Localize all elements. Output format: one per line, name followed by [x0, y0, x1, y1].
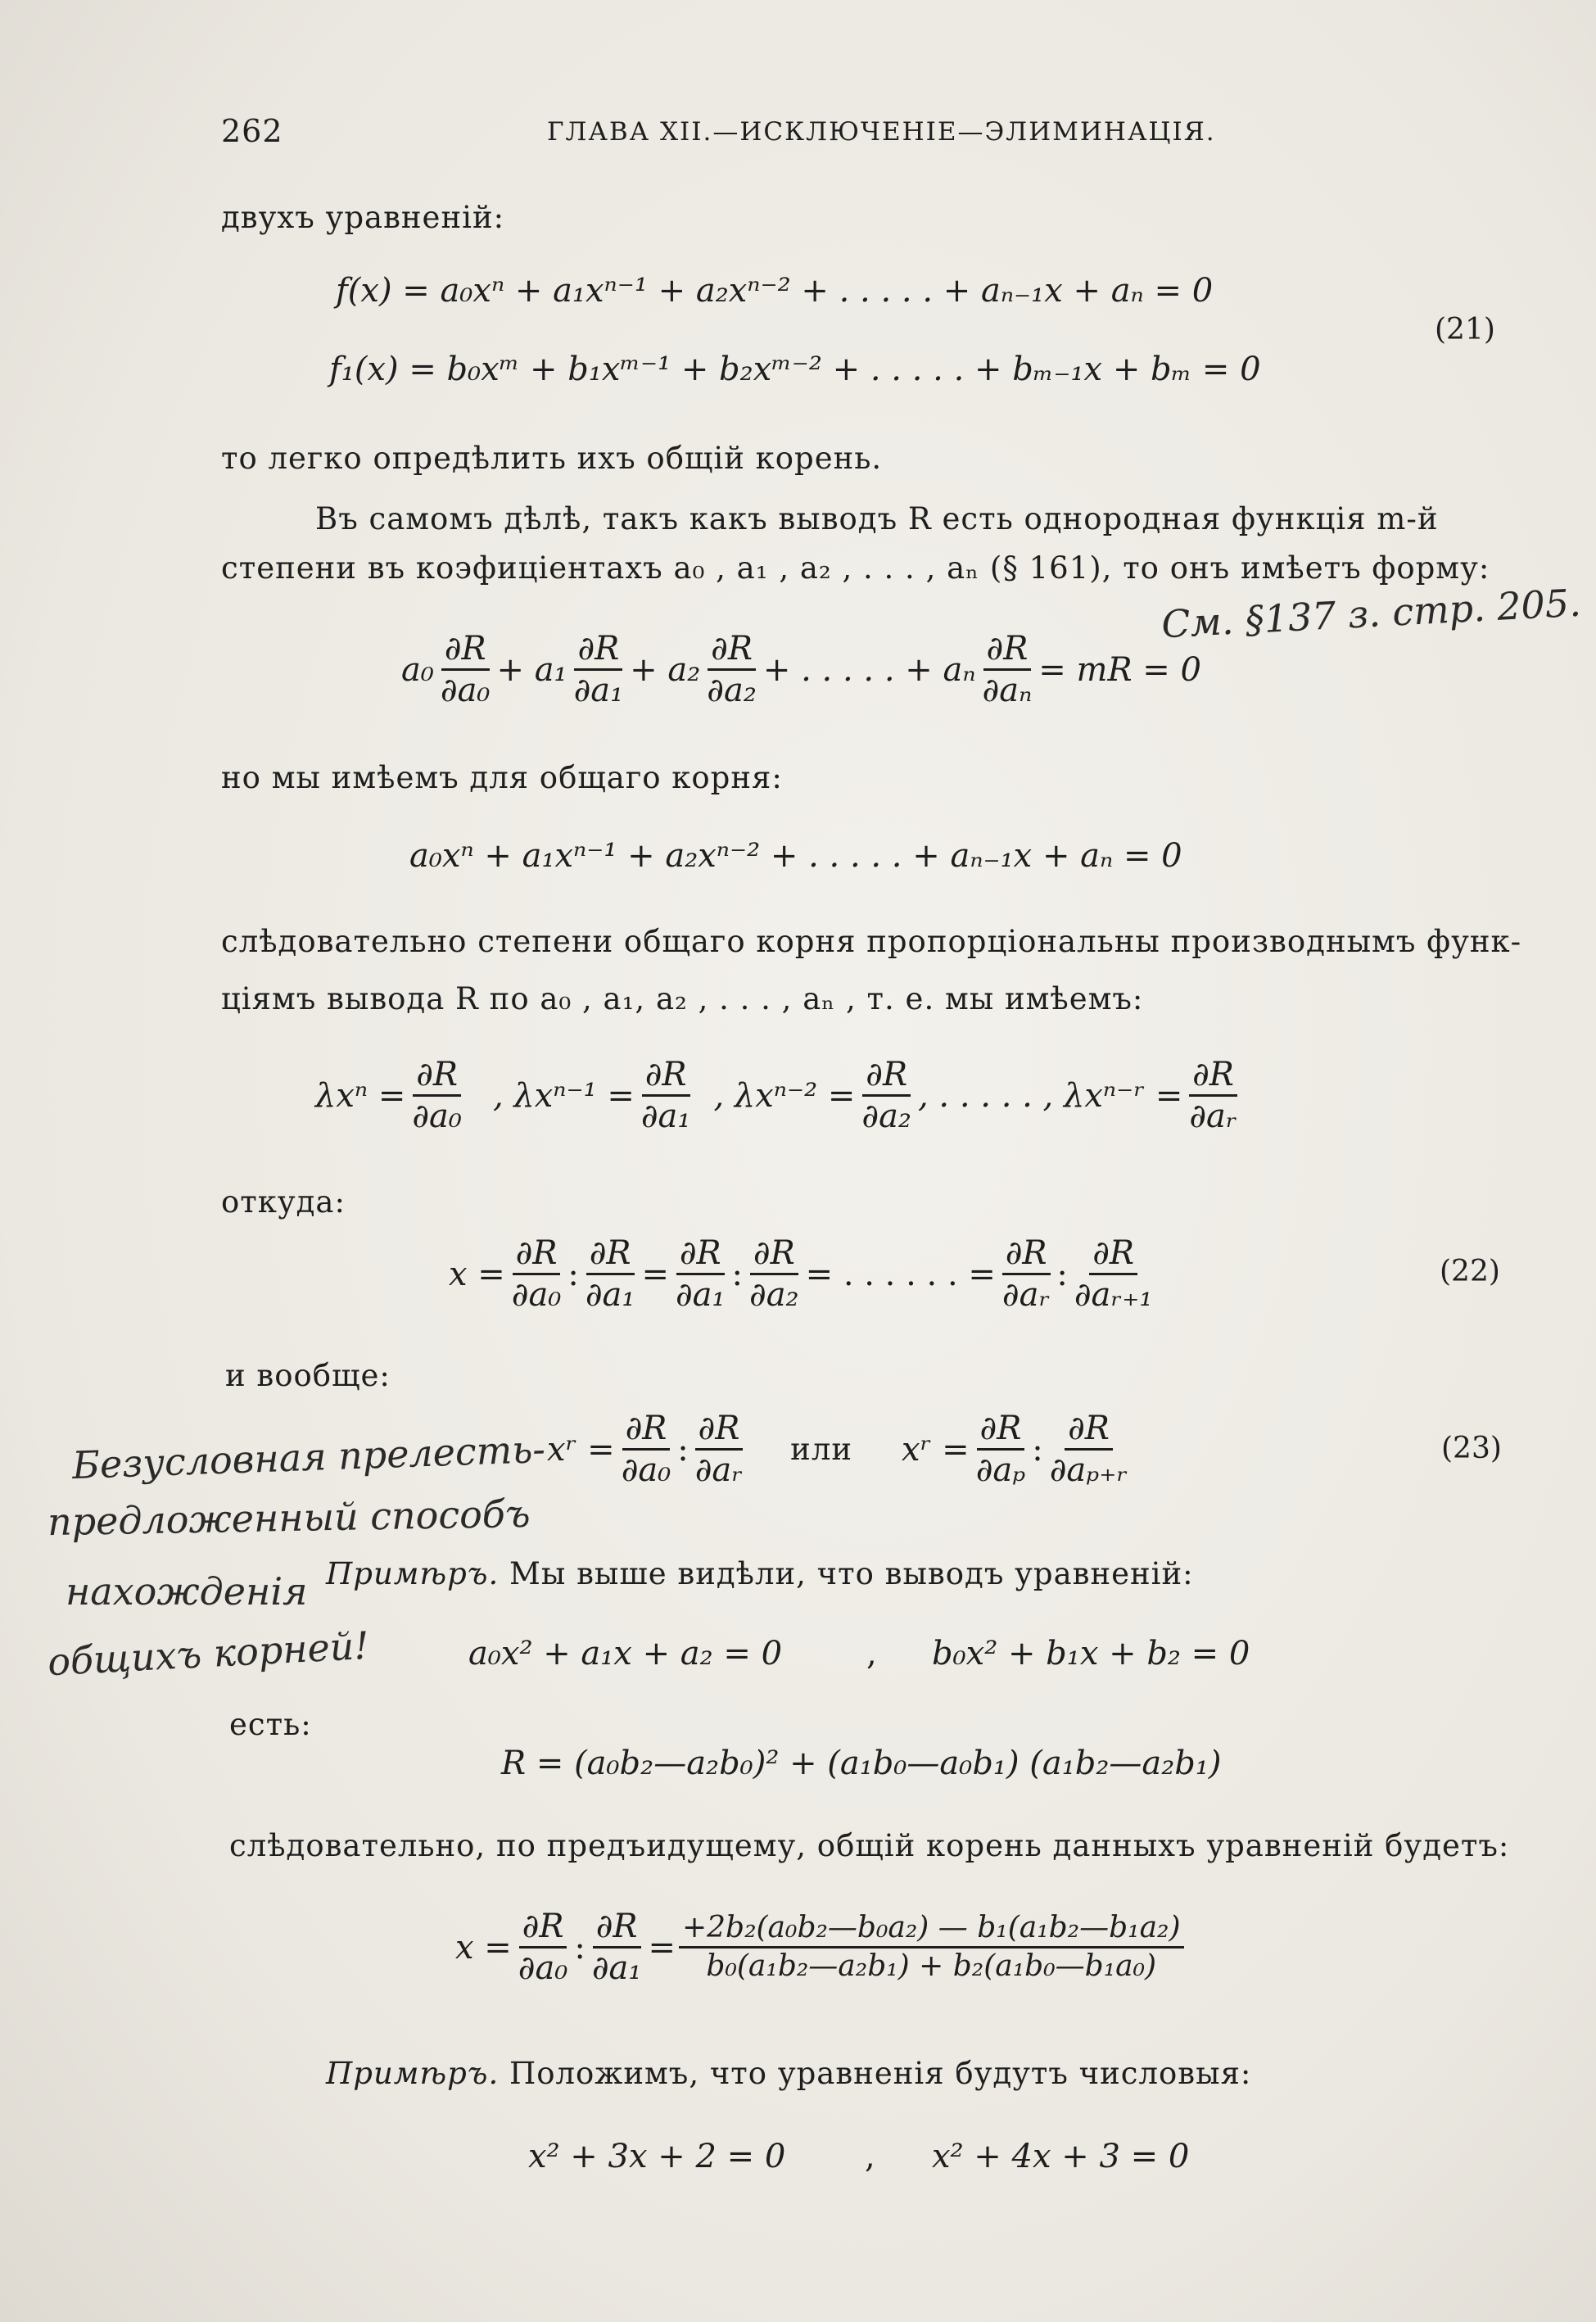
- fraction-denominator: ∂aᵣ: [1001, 1276, 1051, 1314]
- fraction-denominator: ∂a₀: [621, 1451, 671, 1489]
- paragraph-whence: откуда:: [221, 1184, 346, 1220]
- fraction-denominator: ∂aᵣ: [694, 1451, 744, 1489]
- example2-label: Примѣръ.: [326, 2056, 500, 2091]
- euler-coeff-1: + a₁: [496, 650, 567, 689]
- euler-coeff-2: + a₂: [630, 650, 701, 689]
- fraction-denominator: ∂a₂: [749, 1276, 799, 1314]
- paragraph-for-common-root: но мы имѣемъ для общаго корня:: [221, 760, 783, 795]
- fraction-dR-da1: [638, 1057, 694, 1134]
- handwritten-reference-note: См. §137 з. стр. 205.: [1160, 580, 1582, 647]
- paragraph-is: есть:: [229, 1707, 312, 1742]
- fraction-dR-da1: [582, 1235, 639, 1313]
- fraction-denominator: ∂a₀: [412, 1098, 462, 1135]
- euler-coeff-0: a₀: [401, 650, 434, 689]
- fraction-denominator: ∂a₀: [518, 1949, 568, 1987]
- fraction-denominator: ∂a₂: [707, 672, 757, 709]
- fraction-dR-da2: [746, 1235, 803, 1313]
- equation-number-22: (22): [1440, 1255, 1500, 1288]
- fraction-dR-dar: [999, 1235, 1053, 1313]
- fraction-numerator: ∂R: [750, 1235, 798, 1275]
- fraction-dR-dar: [1186, 1057, 1240, 1134]
- eq23-or: или: [790, 1432, 852, 1467]
- example2-separator: ,: [865, 2138, 875, 2175]
- root-numerator: +2b₂(a₀b₂—b₀a₂) — b₁(a₁b₂—b₁a₂): [679, 1912, 1184, 1949]
- fraction-numerator: ∂R: [1189, 1057, 1237, 1097]
- equation-lambda: [315, 1057, 1244, 1134]
- euler-coeff-n: + . . . . . + aₙ: [762, 650, 976, 689]
- fraction-dR-da0: [409, 1057, 465, 1134]
- fraction-denominator: ∂aₚ₊ᵣ: [1049, 1451, 1128, 1489]
- example1-line: [326, 1556, 1194, 1591]
- fraction-denominator: ∂aₚ: [975, 1451, 1026, 1489]
- fraction-numerator: ∂R: [983, 631, 1032, 671]
- euler-tail: = mR = 0: [1038, 650, 1201, 689]
- example2-text: Положимъ, что уравненія будутъ числовыя:: [509, 2056, 1252, 2091]
- paragraph-therefore-root: слѣдовательно, по предъидущему, общій корень данныхъ уравненій будетъ:: [229, 1828, 1510, 1863]
- fraction-denominator: ∂a₀: [511, 1276, 562, 1314]
- paragraph-intro: двухъ уравненій:: [221, 200, 505, 235]
- fraction-denominator: ∂a₀: [440, 672, 491, 709]
- example1-equation2: b₀x² + b₁x + b₂ = 0: [932, 1635, 1250, 1672]
- example2-equation1: x² + 3x + 2 = 0: [528, 2138, 786, 2175]
- fraction-dR-dar1: [1071, 1235, 1156, 1313]
- fraction-dR-dar: [692, 1410, 746, 1488]
- fraction-numerator: ∂R: [977, 1410, 1025, 1451]
- fraction-numerator: ∂R: [519, 1908, 567, 1949]
- paragraph-proportional-line2: ціямъ вывода R по a₀ , a₁, a₂ , . . . , aₙ , т. е. мы имѣемъ:: [221, 981, 1144, 1016]
- fraction-denominator: ∂aₙ: [982, 672, 1033, 709]
- fraction-numerator: ∂R: [622, 1410, 671, 1451]
- fraction-numerator: ∂R: [1002, 1235, 1051, 1275]
- fraction-numerator: ∂R: [695, 1410, 744, 1451]
- fraction-denominator: ∂aᵣ₊₁: [1074, 1276, 1153, 1314]
- lambda-term-r: , . . . . . , λxⁿ⁻ʳ =: [917, 1076, 1183, 1115]
- handwritten-margin-line1: Безусловная прелесть-: [71, 1426, 546, 1488]
- example1-equation1: a₀x² + a₁x + a₂ = 0: [468, 1635, 783, 1672]
- fraction-numerator: ∂R: [708, 631, 756, 671]
- fraction-dR-da0: [515, 1908, 572, 1986]
- handwritten-margin-line4: общихъ корней!: [46, 1623, 371, 1685]
- fraction-numerator: ∂R: [676, 1235, 725, 1275]
- equation-23: xʳ = $\frac{\partial R}{\text{∂a₀}}$ : $\frac{\partial R}{\text{∂aᵣ}}$ или xʳ = $\frac{\partial R}{\text{∂aₚ}}$ : $\frac{\partial R}{\text{∂aₚ₊ᵣ}}$: [547, 1410, 1134, 1488]
- fraction-numerator: ∂R: [586, 1235, 635, 1275]
- fraction-dR-da0: [509, 1235, 565, 1313]
- lambda-term-1: , λxⁿ⁻¹ =: [492, 1076, 635, 1115]
- page-number: 262: [221, 113, 283, 149]
- fraction-dR-dap: [973, 1410, 1029, 1488]
- fraction-denominator: ∂a₂: [861, 1098, 911, 1135]
- fraction-dR-dan: [979, 631, 1036, 708]
- paragraph-homogeneous-line2: степени въ коэфиціентахъ a₀ , a₁ , a₂ , . . . , aₙ (§ 161), то онъ имѣетъ форму:: [221, 550, 1490, 586]
- fraction-numerator: ∂R: [413, 1057, 461, 1097]
- fraction-dR-da1: [571, 631, 627, 708]
- equation-root: a₀xⁿ + a₁xⁿ⁻¹ + a₂xⁿ⁻² + . . . . . + aₙ₋₁x + aₙ = 0: [409, 837, 1182, 875]
- equation-resultant: R = (a₀b₂—a₂b₀)² + (a₁b₀—a₀b₁) (a₁b₂—a₂b₁): [501, 1745, 1222, 1782]
- equation-common-root: x = $\frac{\partial R}{\text{∂a₀}}$ : $\frac{\partial R}{\text{∂a₁}}$ = $\frac{\text{+2b₂(a₀b₂—b₀a₂) — b₁(a₁b₂—b₁a₂)}}{\text{b₀(a₁b₂—a₂b₁) + b₂(a₁b₀—b₁a₀)}}$: [455, 1908, 1187, 1986]
- fraction-dR-da1: [589, 1908, 645, 1986]
- eq23-lhs2: xʳ =: [902, 1430, 970, 1469]
- eq22-dots: = . . . . . . =: [805, 1255, 996, 1293]
- example2-equation2: x² + 4x + 3 = 0: [932, 2138, 1190, 2175]
- lambda-term-2: , λxⁿ⁻² =: [713, 1076, 856, 1115]
- root-denominator: b₀(a₁b₂—a₂b₁) + b₂(a₁b₀—b₁a₀): [706, 1949, 1157, 1983]
- fraction-denominator: ∂aᵣ: [1189, 1098, 1237, 1135]
- fraction-numerator: ∂R: [593, 1908, 641, 1949]
- fraction-dR-da2: [703, 631, 760, 708]
- equation-21a: f(x) = a₀xⁿ + a₁xⁿ⁻¹ + a₂xⁿ⁻² + . . . . . + aₙ₋₁x + aₙ = 0: [336, 272, 1214, 310]
- fraction-dR-da2: [858, 1057, 915, 1134]
- fraction-denominator: ∂a₁: [675, 1276, 726, 1314]
- example1-label: Примѣръ.: [326, 1556, 500, 1591]
- paragraph-common-root: то легко опредѣлить ихъ общій корень.: [221, 441, 883, 476]
- example2-line: [326, 2056, 1251, 2091]
- fraction-numerator: ∂R: [862, 1057, 911, 1097]
- paragraph-in-general: и вообще:: [225, 1358, 391, 1393]
- fraction-denominator: ∂a₁: [585, 1276, 635, 1314]
- fraction-dR-da1: [672, 1235, 729, 1313]
- paragraph-homogeneous-line1: Въ самомъ дѣлѣ, такъ какъ выводъ R есть однородная функція m-й: [315, 501, 1439, 536]
- handwritten-margin-line3: нахожденія: [66, 1569, 308, 1614]
- equation-22: x = $\frac{\partial R}{\text{∂a₀}}$ : $\frac{\partial R}{\text{∂a₁}}$ = $\frac{\partial R}{\text{∂a₁}}$ : $\frac{\partial R}{\text{∂a₂}}$ = . . . . . . = $\frac{\partial R}{\text{∂aᵣ}}$ : $\frac{\partial R}{\text{∂aᵣ₊₁}}$: [449, 1235, 1159, 1313]
- lambda-term-0: λxⁿ =: [315, 1076, 406, 1115]
- equation-21b: f₁(x) = b₀xᵐ + b₁xᵐ⁻¹ + b₂xᵐ⁻² + . . . . . + bₘ₋₁x + bₘ = 0: [329, 351, 1261, 388]
- running-title: ГЛАВА XII.—ИСКЛЮЧЕНІЕ—ЭЛИМИНАЦІЯ.: [547, 117, 1216, 147]
- handwritten-margin-line2: предложенный способъ: [47, 1491, 531, 1545]
- root-x: x =: [455, 1928, 512, 1967]
- fraction-dR-da0: [618, 1410, 675, 1488]
- fraction-numerator: ∂R: [1089, 1235, 1137, 1275]
- fraction-denominator: ∂a₁: [573, 672, 624, 709]
- paragraph-proportional-line1: слѣдовательно степени общаго корня пропорціональны производнымъ функ-: [221, 924, 1522, 959]
- example1-text: Мы выше видѣли, что выводъ уравненій:: [509, 1556, 1194, 1591]
- eq22-x: x =: [449, 1255, 505, 1293]
- eq23-lhs: xʳ =: [547, 1430, 615, 1469]
- fraction-numerator: ∂R: [642, 1057, 690, 1097]
- root-ratio-fraction: [679, 1912, 1184, 1982]
- fraction-dR-da0: [437, 631, 494, 708]
- fraction-numerator: ∂R: [441, 631, 490, 671]
- equation-number-23: (23): [1441, 1432, 1502, 1465]
- equation-number-21: (21): [1435, 313, 1495, 346]
- fraction-dR-dapr: [1047, 1410, 1132, 1488]
- fraction-numerator: ∂R: [1065, 1410, 1113, 1451]
- fraction-denominator: ∂a₁: [591, 1949, 642, 1987]
- fraction-numerator: ∂R: [513, 1235, 561, 1275]
- example1-separator: ,: [866, 1635, 877, 1672]
- equation-euler: [401, 631, 1201, 708]
- fraction-numerator: ∂R: [574, 631, 622, 671]
- fraction-denominator: ∂a₁: [640, 1098, 691, 1135]
